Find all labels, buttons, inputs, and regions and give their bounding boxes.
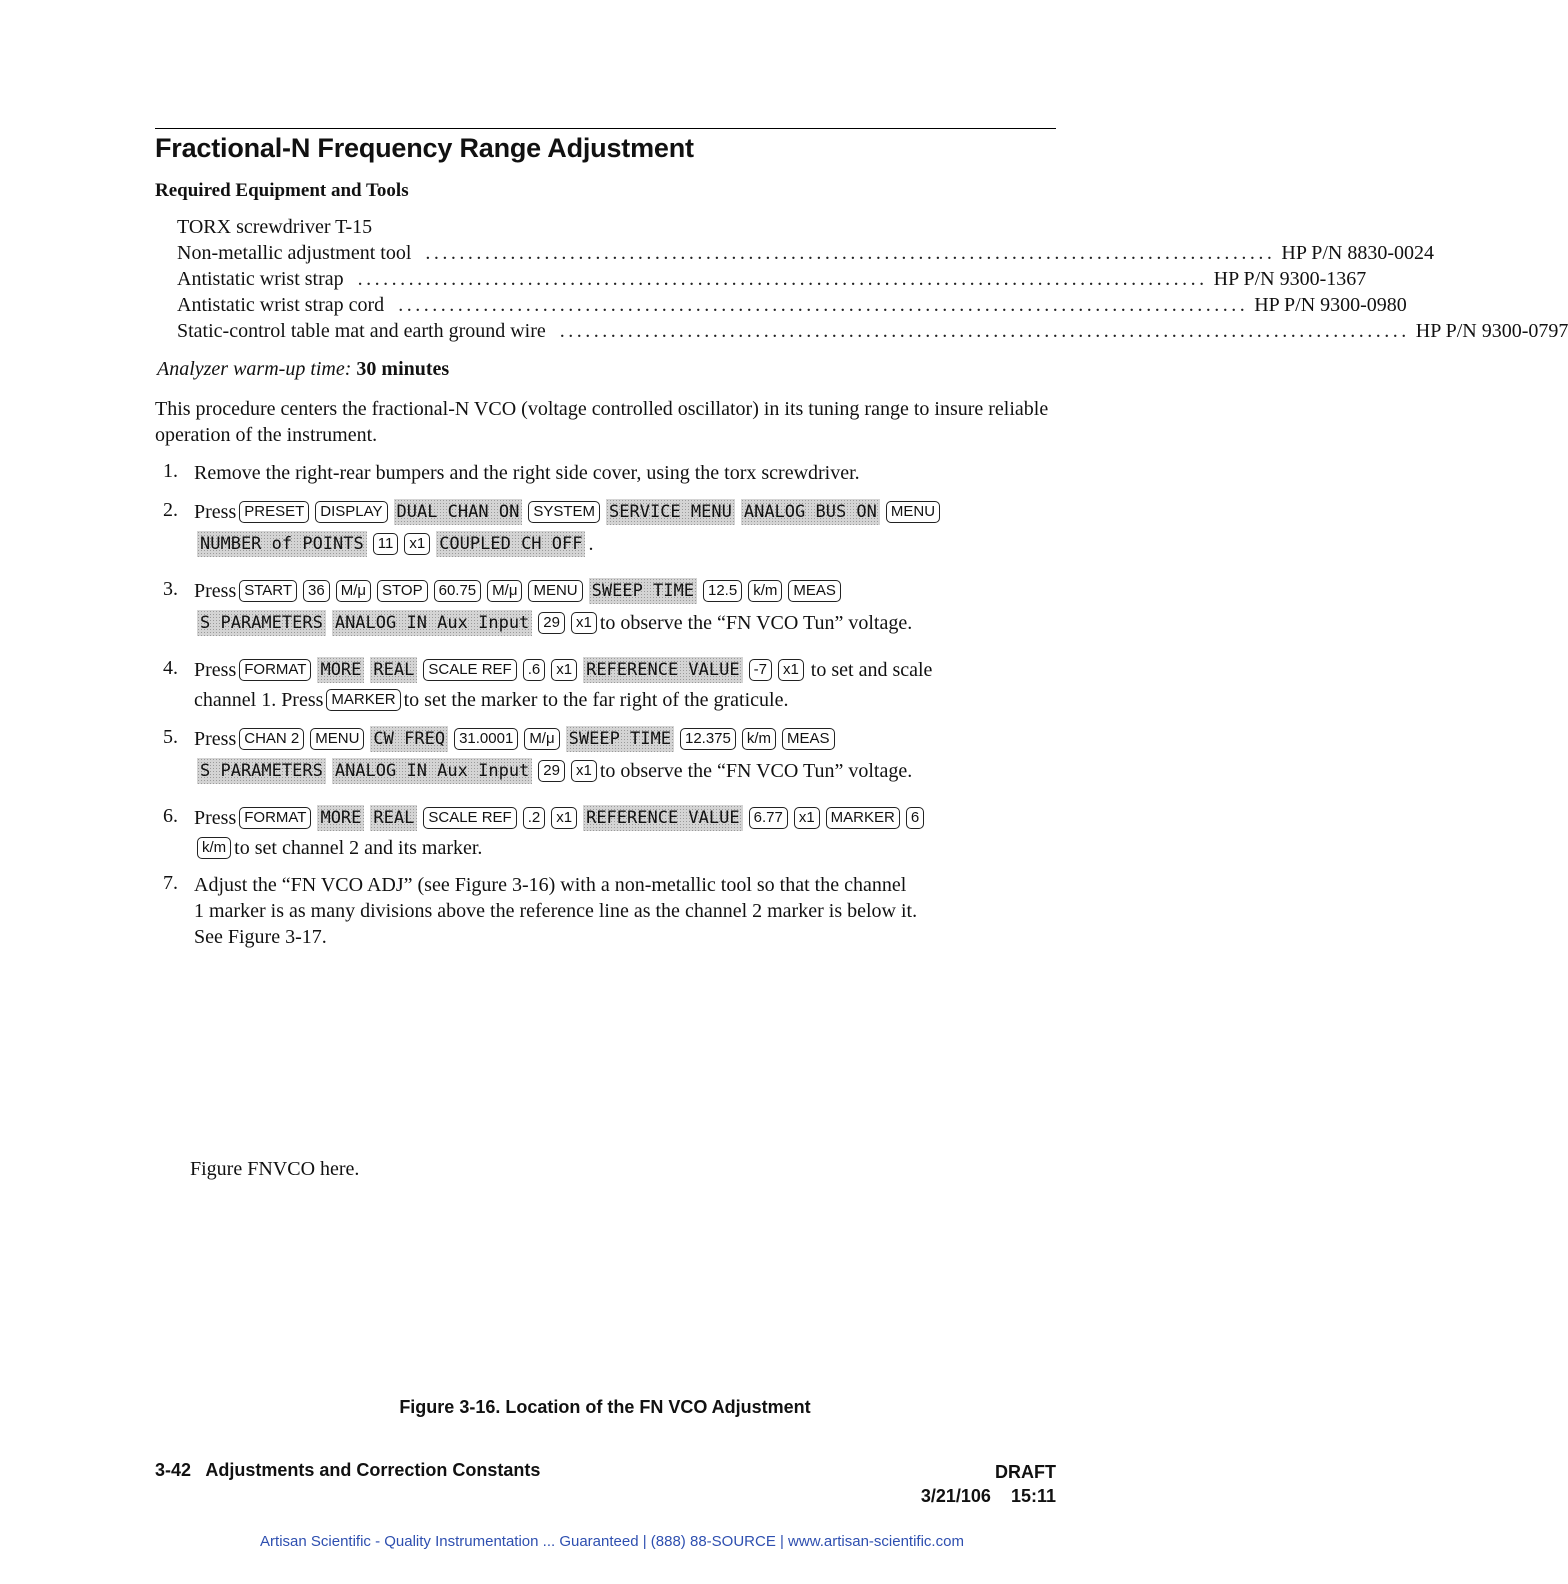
x1-key[interactable]: x1 [794,807,820,829]
coupled-ch-off-softkey[interactable]: COUPLED CH OFF [436,531,585,557]
system-key[interactable]: SYSTEM [528,501,600,523]
dual-chan-on-softkey[interactable]: DUAL CHAN ON [394,499,523,525]
meas-key[interactable]: MEAS [788,580,841,602]
footer-section-title: 3-42 Adjustments and Correction Constants [155,1460,541,1480]
step-number: 5. [163,726,178,748]
real-softkey[interactable]: REAL [370,805,417,831]
reference-value-softkey[interactable]: REFERENCE VALUE [583,805,743,831]
key-60-75[interactable]: 60.75 [434,580,482,602]
page-title: Fractional-N Frequency Range Adjustment [155,133,694,163]
vendor-banner[interactable]: Artisan Scientific - Quality Instrumentation ... Guaranteed | (888) 88-SOURCE | www.artisan-scientific.com [260,1533,964,1550]
equipment-item [177,242,1435,268]
reference-value-softkey[interactable]: REFERENCE VALUE [583,657,743,683]
x1-key[interactable]: x1 [571,760,597,782]
sweep-time-softkey[interactable]: SWEEP TIME [566,726,674,752]
number-of-points-softkey[interactable]: NUMBER of POINTS [197,531,367,557]
equipment-name: TORX screwdriver T-15 [177,216,373,238]
kilo-milli-key[interactable]: k/m [742,728,776,750]
sweep-time-softkey[interactable]: SWEEP TIME [589,578,697,604]
key-point-2[interactable]: .2 [523,807,546,829]
step-tail-text: to observe the “FN VCO Tun” voltage. [599,611,913,634]
step-number: 4. [163,657,178,679]
leader-dots: .................................................................................................... [559,320,1410,342]
marker-key[interactable]: MARKER [826,807,900,829]
menu-key[interactable]: MENU [528,580,582,602]
equipment-part-number: HP P/N 9300-1367 [1213,268,1367,290]
key-29[interactable]: 29 [538,612,565,634]
equipment-name: Non-metallic adjustment tool [177,242,412,264]
step-text-line: Adjust the “FN VCO ADJ” (see Figure 3-16) with a non-metallic tool so that the channel [194,873,907,896]
scale-ref-key[interactable]: SCALE REF [423,807,516,829]
stop-key[interactable]: STOP [377,580,428,602]
equipment-name: Static-control table mat and earth ground wire [177,320,546,342]
equipment-name: Antistatic wrist strap [177,268,344,290]
warmup-value: 30 minutes [356,358,450,380]
draft-date: 3/21/106 15:11 [920,1486,1056,1506]
key-minus-7[interactable]: -7 [749,659,772,681]
preset-key[interactable]: PRESET [239,501,309,523]
mega-micro-key[interactable]: M/μ [524,728,559,750]
x1-key[interactable]: x1 [778,659,804,681]
key-12-375[interactable]: 12.375 [680,728,736,750]
step-number: 2. [163,499,178,521]
cw-freq-softkey[interactable]: CW FREQ [370,726,448,752]
equipment-item [177,294,1407,320]
x1-key[interactable]: x1 [404,533,430,555]
step-continuation-text: channel 1. Press [194,688,324,711]
press-text: Press [194,727,237,750]
warmup-line [157,358,449,381]
step-text-line: 1 marker is as many divisions above the reference line as the channel 2 marker is below it. [194,899,918,922]
key-11[interactable]: 11 [373,533,399,555]
leader-dots: .................................................................................................... [357,268,1208,290]
step-tail-text: to set and scale [810,658,933,681]
chan-2-key[interactable]: CHAN 2 [239,728,304,750]
leader-dots: .................................................................................................... [398,294,1249,316]
step-number: 1. [163,460,178,482]
kilo-milli-key[interactable]: k/m [748,580,782,602]
real-softkey[interactable]: REAL [370,657,417,683]
x1-key[interactable]: x1 [571,612,597,634]
leader-dots: .................................................................................................... [425,242,1276,264]
key-29[interactable]: 29 [538,760,565,782]
more-softkey[interactable]: MORE [317,657,364,683]
key-12-5[interactable]: 12.5 [703,580,742,602]
draft-label: DRAFT [995,1462,1056,1482]
format-key[interactable]: FORMAT [239,807,311,829]
key-31-0001[interactable]: 31.0001 [454,728,518,750]
equipment-part-number: HP P/N 9300-0797 [1415,320,1568,342]
key-6-77[interactable]: 6.77 [749,807,788,829]
figure-placeholder: Figure FNVCO here. [190,1158,360,1180]
required-equipment-heading: Required Equipment and Tools [155,180,409,201]
step-text: Remove the right-rear bumpers and the right side cover, using the torx screwdriver. [194,461,860,484]
marker-key[interactable]: MARKER [326,689,400,711]
step-number: 6. [163,805,178,827]
footer-draft-block [921,1460,1056,1508]
equipment-part-number: HP P/N 8830-0024 [1281,242,1435,264]
mega-micro-key[interactable]: M/μ [487,580,522,602]
press-text: Press [194,579,237,602]
start-key[interactable]: START [239,580,297,602]
key-6[interactable]: 6 [906,807,924,829]
meas-key[interactable]: MEAS [782,728,835,750]
format-key[interactable]: FORMAT [239,659,311,681]
menu-key[interactable]: MENU [886,501,940,523]
step-text-line: See Figure 3-17. [194,925,327,948]
analog-in-aux-input-softkey[interactable]: ANALOG IN Aux Input [332,758,532,784]
menu-key[interactable]: MENU [310,728,364,750]
title-rule [155,128,1056,129]
intro-paragraph: This procedure centers the fractional-N VCO (voltage controlled oscillator) in its tuning range to insure reliable operation of the instrument. [155,398,1049,446]
scale-ref-key[interactable]: SCALE REF [423,659,516,681]
x1-key[interactable]: x1 [551,659,577,681]
mega-micro-key[interactable]: M/μ [336,580,371,602]
press-text: Press [194,500,237,523]
x1-key[interactable]: x1 [551,807,577,829]
press-text: Press [194,658,237,681]
display-key[interactable]: DISPLAY [315,501,387,523]
s-parameters-softkey[interactable]: S PARAMETERS [197,610,326,636]
more-softkey[interactable]: MORE [317,805,364,831]
step-tail-text: to observe the “FN VCO Tun” voltage. [599,759,913,782]
equipment-item [177,216,1056,242]
equipment-name: Antistatic wrist strap cord [177,294,385,316]
key-36[interactable]: 36 [303,580,330,602]
equipment-item [177,320,1568,346]
step-number: 3. [163,578,178,600]
key-point-6[interactable]: .6 [523,659,546,681]
step-number: 7. [163,872,178,894]
step-end-period: . [588,532,594,555]
figure-caption: Figure 3-16. Location of the FN VCO Adjustment [399,1397,811,1417]
s-parameters-softkey[interactable]: S PARAMETERS [197,758,326,784]
step-tail-text: to set channel 2 and its marker. [234,836,483,859]
step-tail-text: to set the marker to the far right of the graticule. [403,688,789,711]
analog-in-aux-input-softkey[interactable]: ANALOG IN Aux Input [332,610,532,636]
warmup-label: Analyzer warm-up time: [157,358,352,380]
equipment-item [177,268,1367,294]
kilo-milli-key[interactable]: k/m [197,837,231,859]
press-text: Press [194,806,237,829]
service-menu-softkey[interactable]: SERVICE MENU [606,499,735,525]
analog-bus-on-softkey[interactable]: ANALOG BUS ON [741,499,880,525]
equipment-part-number: HP P/N 9300-0980 [1254,294,1407,316]
